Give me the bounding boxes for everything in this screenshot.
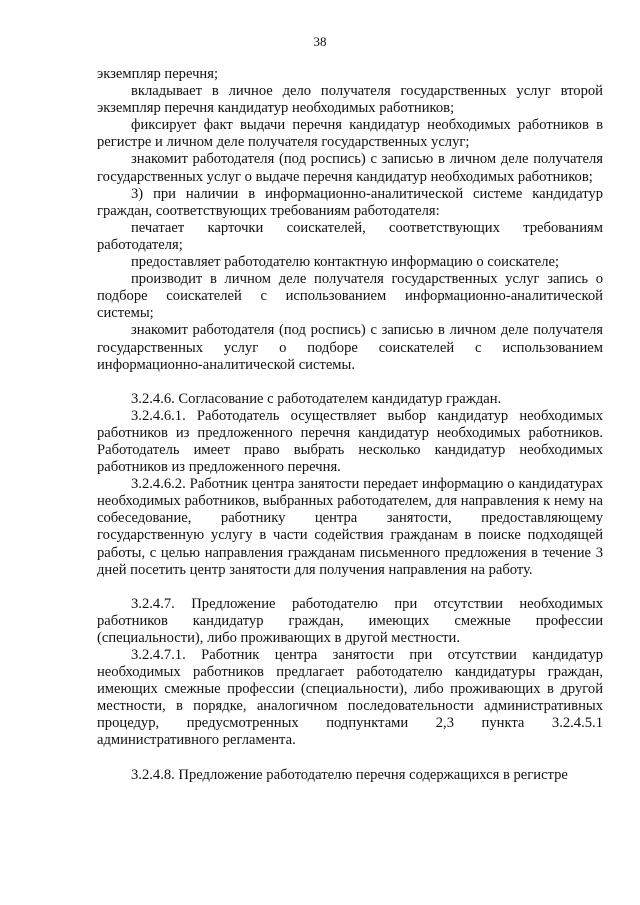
paragraph: знакомит работодателя (под роспись) с записью в личном деле получателя государственных услуг о выдаче перечня кандидатур необходимых работников; (97, 151, 603, 185)
document-body (97, 66, 603, 784)
paragraph: фиксирует факт выдачи перечня кандидатур необходимых работников в регистре и личном деле получателя государственных услуг; (97, 117, 603, 151)
paragraph: печатает карточки соискателей, соответствующих требованиям работодателя; (97, 219, 603, 253)
paragraph: предоставляет работодателю контактную информацию о соискателе; (131, 254, 560, 271)
paragraph: экземпляр перечня; (97, 66, 219, 82)
section-heading: 3.2.4.6. Согласование с работодателем кандидатур граждан. (131, 390, 502, 407)
paragraph: вкладывает в личное дело получателя государственных услуг второй экземпляр перечня кандидатур необходимых работников; (97, 83, 603, 117)
paragraph: 3) при наличии в информационно-аналитической системе кандидатур граждан, соответствующих требованиям работодателя: (97, 185, 603, 219)
paragraph: производит в личном деле получателя государственных услуг запись о подборе соискателей с использованием информационно-аналитической системы; (97, 271, 603, 322)
page-number: 38 (313, 34, 327, 49)
paragraph: знакомит работодателя (под роспись) с записью в личном деле получателя государственных услуг о подборе соискателей с использованием информационно-аналитической системы. (97, 322, 603, 373)
section-heading: 3.2.4.8. Предложение работодателю перечня содержащихся в регистре (131, 766, 568, 783)
paragraph: 3.2.4.6.1. Работодатель осуществляет выбор кандидатур необходимых работников из предложенного перечня кандидатур необходимых работников. Работодатель имеет право выбрать несколько кандидатур необходимых работников из предложенного перечня. (97, 407, 603, 476)
section-heading: 3.2.4.7. Предложение работодателю при отсутствии необходимых работников кандидатур граждан, имеющих смежные профессии (специальности), либо проживающих в другой местности. (97, 595, 603, 646)
paragraph: 3.2.4.6.2. Работник центра занятости передает информацию о кандидатурах необходимых работников, выбранных работодателем, для направления к нему на собеседование, работнику центра занятости, предоставляющему государственную услугу в части содействия гражданам в поиске подходящей работы, с целью направления гражданам письменного предложения в течение 3 дней посетить центр занятости для получения направления на работу. (97, 476, 603, 578)
paragraph: 3.2.4.7.1. Работник центра занятости при отсутствии кандидатур необходимых работников предлагает работодателю кандидатуры граждан, имеющих смежные профессии (специальности), либо проживающих в другой местности, в порядке, аналогичном последовательности административных процедур, предусмотренных подпунктами 2,3 пункта 3.2.4.5.1 административного регламента. (97, 647, 603, 749)
